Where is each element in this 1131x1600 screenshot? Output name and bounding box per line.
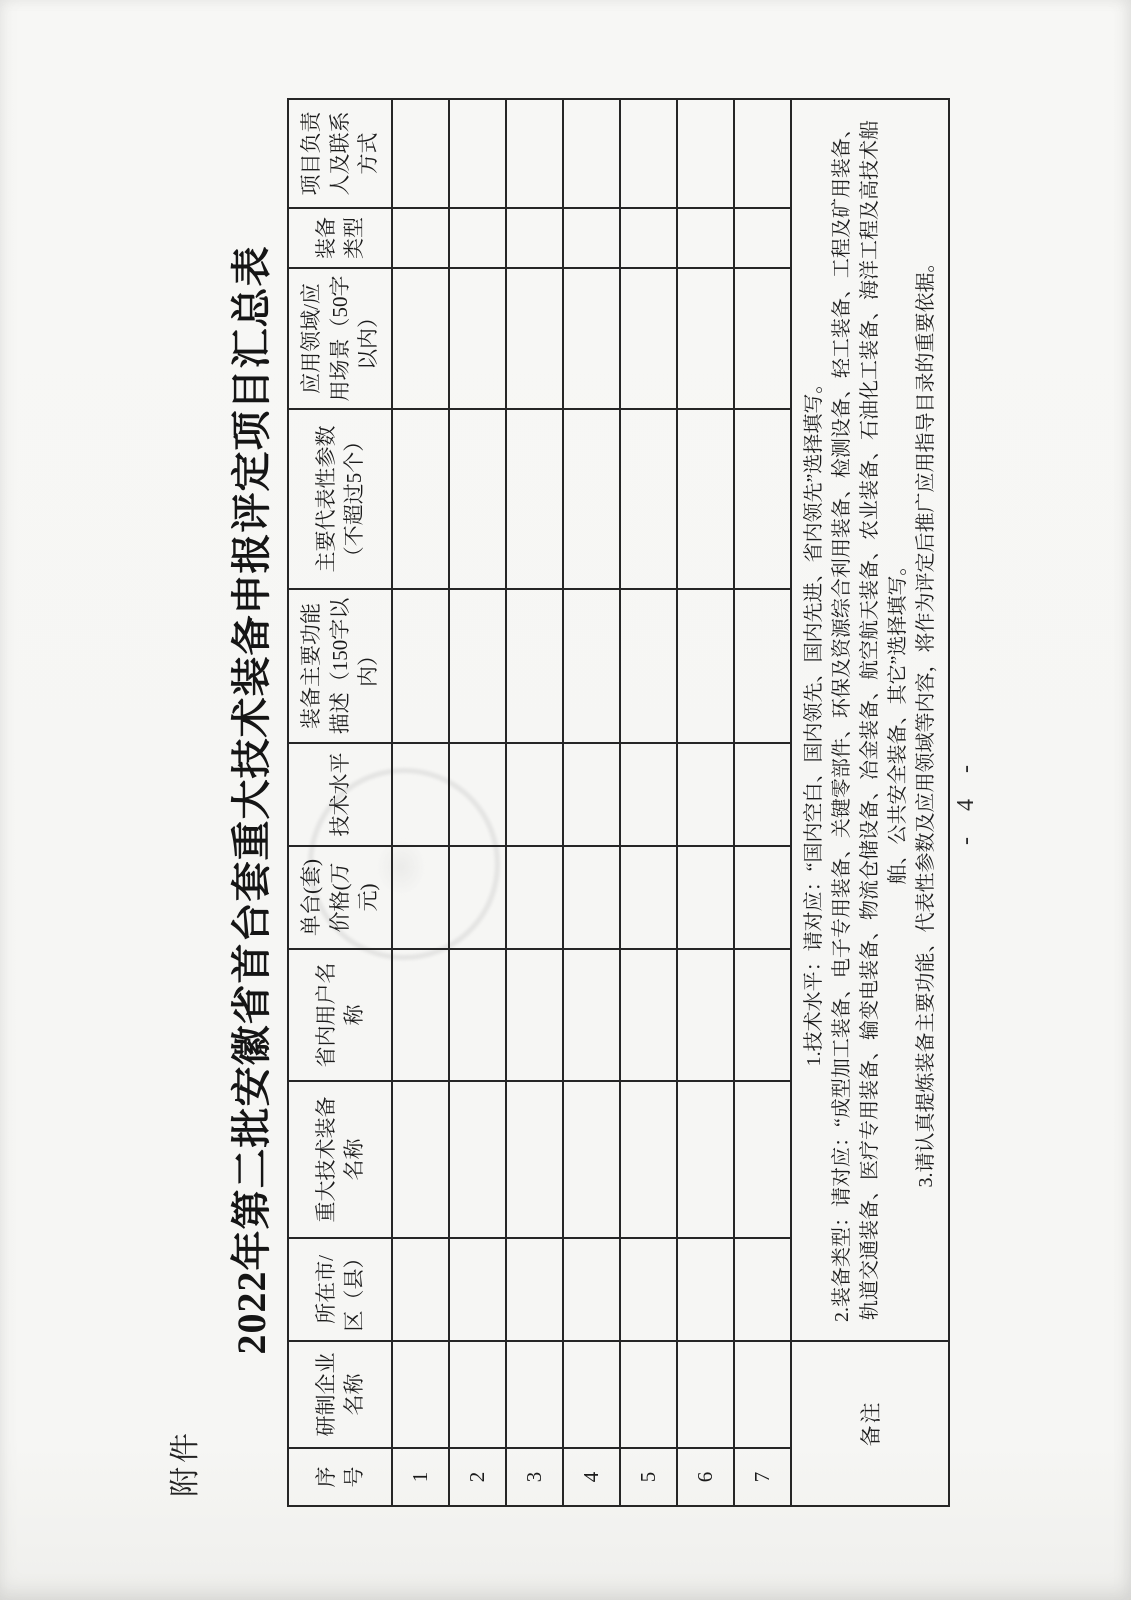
empty-cell: [563, 743, 620, 846]
empty-cell: [734, 409, 791, 589]
empty-cell: [677, 949, 734, 1081]
empty-cell: [563, 1081, 620, 1238]
empty-cell: [563, 208, 620, 268]
empty-cell: [506, 1081, 563, 1238]
col-header-user: 省内用户名称: [288, 949, 392, 1081]
empty-cell: [392, 268, 449, 409]
empty-cell: [506, 743, 563, 846]
remarks-note-1: 1.技术水平：请对应：“国内空白、国内领先、国内先进、省内领先”选择填写。: [803, 373, 825, 1067]
row-number: 3: [506, 1448, 563, 1506]
empty-cell: [677, 409, 734, 589]
col-header-application: 应用领域/应用场景（50字以内）: [288, 268, 392, 409]
empty-cell: [620, 409, 677, 589]
remarks-label: 备注: [791, 1341, 949, 1506]
col-header-city: 所在市/区（县）: [288, 1238, 392, 1341]
remarks-note-2: 2.装备类型：请对应：“成型加工装备、电子专用装备、关键零部件、环保及资源综合利用装备、检测设备、轻工装备、工程及矿用装备、轨道交通装备、医疗专用装备、输变电装备、物流仓储设备、冶金装备、航空航天装备、农业装备、石油化工装备、海洋工程及高技术船舶、公共安全装备、其它”选择填写。: [831, 118, 909, 1322]
empty-cell: [620, 208, 677, 268]
remarks-row: [791, 99, 949, 1506]
empty-cell: [620, 589, 677, 743]
empty-cell: [563, 589, 620, 743]
table-row-1: [392, 99, 449, 1506]
remarks-note-3: 3.请认真提炼装备主要功能、代表性参数及应用领域等内容，将作为评定后推广应用指导目录的重要依据。: [915, 252, 937, 1188]
empty-cell: [563, 268, 620, 409]
row-number: 1: [392, 1448, 449, 1506]
empty-cell: [506, 846, 563, 949]
empty-cell: [734, 1341, 791, 1448]
row-number: 7: [734, 1448, 791, 1506]
empty-cell: [449, 99, 506, 208]
empty-cell: [677, 268, 734, 409]
empty-cell: [392, 949, 449, 1081]
empty-cell: [734, 268, 791, 409]
empty-cell: [734, 208, 791, 268]
empty-cell: [677, 1341, 734, 1448]
empty-cell: [392, 1081, 449, 1238]
table-header-row: [288, 99, 392, 1506]
empty-cell: [563, 1341, 620, 1448]
empty-cell: [392, 846, 449, 949]
empty-cell: [506, 949, 563, 1081]
empty-cell: [677, 99, 734, 208]
empty-cell: [563, 409, 620, 589]
empty-cell: [506, 1238, 563, 1341]
col-header-parameters: 主要代表性参数（不超过5个）: [288, 409, 392, 589]
table-row-5: [620, 99, 677, 1506]
summary-table-container: [287, 98, 950, 1507]
page-number: - 4 -: [953, 755, 979, 845]
col-header-equipment-type: 装备类型: [288, 208, 392, 268]
empty-cell: [620, 268, 677, 409]
col-header-index: 序号: [288, 1448, 392, 1506]
empty-cell: [734, 1238, 791, 1341]
empty-cell: [449, 589, 506, 743]
empty-cell: [506, 268, 563, 409]
row-number: 5: [620, 1448, 677, 1506]
col-header-tech-level: 技术水平: [288, 743, 392, 846]
empty-cell: [563, 846, 620, 949]
row-number: 2: [449, 1448, 506, 1506]
empty-cell: [449, 268, 506, 409]
empty-cell: [734, 949, 791, 1081]
empty-cell: [506, 99, 563, 208]
empty-cell: [449, 409, 506, 589]
empty-cell: [506, 208, 563, 268]
remarks-notes: [791, 99, 949, 1341]
empty-cell: [506, 409, 563, 589]
row-number: 6: [677, 1448, 734, 1506]
empty-cell: [449, 1341, 506, 1448]
empty-cell: [563, 99, 620, 208]
col-header-contact: 项目负责人及联系方式: [288, 99, 392, 208]
empty-cell: [620, 846, 677, 949]
empty-cell: [620, 743, 677, 846]
col-header-equipment-name: 重大技术装备名称: [288, 1081, 392, 1238]
col-header-company: 研制企业名称: [288, 1341, 392, 1448]
empty-cell: [563, 949, 620, 1081]
col-header-price: 单台(套)价格(万元): [288, 846, 392, 949]
row-number: 4: [563, 1448, 620, 1506]
summary-table: [287, 98, 950, 1507]
col-header-function-desc: 装备主要功能描述（150字以内）: [288, 589, 392, 743]
page-title: 2022年第二批安徽省首台套重大技术装备申报评定项目汇总表: [229, 245, 274, 1355]
empty-cell: [677, 743, 734, 846]
empty-cell: [734, 846, 791, 949]
empty-cell: [677, 846, 734, 949]
empty-cell: [620, 949, 677, 1081]
empty-cell: [563, 1238, 620, 1341]
empty-cell: [392, 1341, 449, 1448]
empty-cell: [677, 589, 734, 743]
empty-cell: [392, 1238, 449, 1341]
empty-cell: [620, 99, 677, 208]
empty-cell: [506, 1341, 563, 1448]
table-row-7: [734, 99, 791, 1506]
empty-cell: [392, 99, 449, 208]
empty-cell: [449, 1238, 506, 1341]
table-row-6: [677, 99, 734, 1506]
empty-cell: [620, 1081, 677, 1238]
empty-cell: [449, 208, 506, 268]
empty-cell: [392, 409, 449, 589]
empty-cell: [677, 1081, 734, 1238]
empty-cell: [392, 208, 449, 268]
empty-cell: [449, 846, 506, 949]
empty-cell: [392, 743, 449, 846]
empty-cell: [449, 949, 506, 1081]
attachment-label: 附件: [169, 1429, 202, 1497]
empty-cell: [620, 1341, 677, 1448]
table-row-2: [449, 99, 506, 1506]
empty-cell: [734, 589, 791, 743]
table-row-3: [506, 99, 563, 1506]
empty-cell: [449, 1081, 506, 1238]
empty-cell: [734, 743, 791, 846]
empty-cell: [734, 1081, 791, 1238]
empty-cell: [449, 743, 506, 846]
empty-cell: [506, 589, 563, 743]
empty-cell: [392, 589, 449, 743]
empty-cell: [620, 1238, 677, 1341]
table-row-4: [563, 99, 620, 1506]
empty-cell: [677, 208, 734, 268]
empty-cell: [677, 1238, 734, 1341]
empty-cell: [734, 99, 791, 208]
